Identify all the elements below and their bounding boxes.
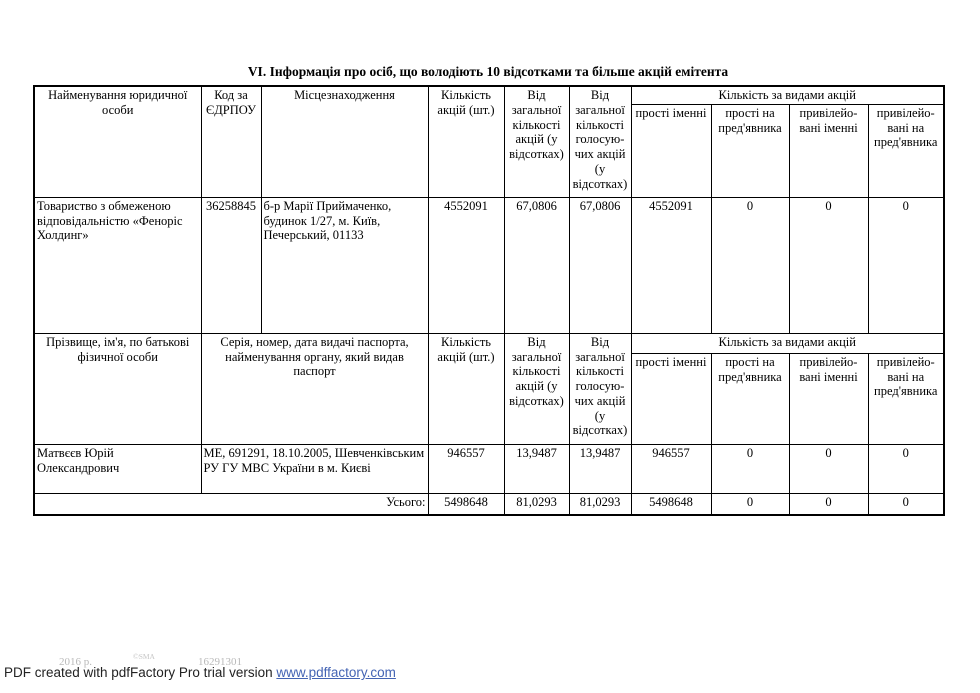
header-ordinary-bearer-2: прості на пред'явника [711, 353, 789, 444]
pdffactory-footer [4, 665, 396, 680]
cell-legal-ordinary-bearer: 0 [711, 197, 789, 333]
header-ordinary-registered-2: прості іменні [631, 353, 711, 444]
cell-individual-passport: МЕ, 691291, 18.10.2005, Шевченківським РУ ГУ МВС України в м. Києві [201, 444, 428, 493]
header-pct-total-1: Від загальної кількості акцій (у відсотках) [504, 86, 569, 197]
header-privileged-registered-2: привілейо-вані іменні [789, 353, 868, 444]
watermark-code: 16291301 [198, 656, 242, 668]
cell-total-label: Усього: [34, 493, 428, 515]
cell-individual-pct-voting: 13,9487 [569, 444, 631, 493]
cell-total-pct-voting: 81,0293 [569, 493, 631, 515]
header-pct-voting-1: Від загальної кількості голосую-чих акцій (у відсотках) [569, 86, 631, 197]
cell-legal-code: 36258845 [201, 197, 261, 333]
header-by-type-2: Кількість за видами акцій [631, 333, 944, 353]
header-individual-passport: Серія, номер, дата видачі паспорта, найменування органу, який видав паспорт [201, 333, 428, 444]
cell-legal-location: б-р Марії Приймаченко, будинок 1/27, м. Київ, Печерський, 01133 [261, 197, 428, 333]
header-by-type-1: Кількість за видами акцій [631, 86, 944, 104]
cell-legal-pct-total: 67,0806 [504, 197, 569, 333]
header-privileged-registered-1: привілейо-вані іменні [789, 104, 868, 197]
header-pct-total-2: Від загальної кількості акцій (у відсотках) [504, 333, 569, 444]
table-row-legal [34, 197, 944, 333]
header-ordinary-bearer-1: прості на пред'явника [711, 104, 789, 197]
header-qty-1: Кількість акцій (шт.) [428, 86, 504, 197]
shareholders-table [33, 85, 945, 516]
header-qty-2: Кількість акцій (шт.) [428, 333, 504, 444]
header-pct-voting-2: Від загальної кількості голосую-чих акцій (у відсотках) [569, 333, 631, 444]
header-privileged-bearer-2: привілейо-вані на пред'явника [868, 353, 944, 444]
watermark-sma: ©SMA [133, 652, 155, 661]
cell-individual-privileged-bearer: 0 [868, 444, 944, 493]
header-legal-code: Код за ЄДРПОУ [201, 86, 261, 197]
watermark-year: 2016 р. [59, 656, 92, 668]
cell-total-ordinary-registered: 5498648 [631, 493, 711, 515]
cell-total-privileged-registered: 0 [789, 493, 868, 515]
header-ordinary-registered-1: прості іменні [631, 104, 711, 197]
cell-legal-ordinary-registered: 4552091 [631, 197, 711, 333]
cell-individual-name: Матвєєв Юрій Олександрович [34, 444, 201, 493]
table-row-total [34, 493, 944, 515]
pdffactory-link[interactable]: www.pdffactory.com [276, 665, 396, 680]
cell-total-privileged-bearer: 0 [868, 493, 944, 515]
header-legal-location: Місцезнаходження [261, 86, 428, 197]
table-row-individual [34, 444, 944, 493]
cell-legal-privileged-registered: 0 [789, 197, 868, 333]
header-individual-name: Прізвище, ім'я, по батькові фізичної особи [34, 333, 201, 444]
cell-legal-pct-voting: 67,0806 [569, 197, 631, 333]
cell-individual-ordinary-registered: 946557 [631, 444, 711, 493]
header-privileged-bearer-1: привілейо-вані на пред'явника [868, 104, 944, 197]
cell-total-qty: 5498648 [428, 493, 504, 515]
cell-individual-pct-total: 13,9487 [504, 444, 569, 493]
cell-legal-name: Товариство з обмеженою відповідальністю «Феноріс Холдинг» [34, 197, 201, 333]
cell-legal-privileged-bearer: 0 [868, 197, 944, 333]
header-legal-name: Найменування юридичної особи [34, 86, 201, 197]
page-title: VI. Інформація про осіб, що володіють 10 відсотками та більше акцій емітента [247, 64, 729, 79]
cell-individual-ordinary-bearer: 0 [711, 444, 789, 493]
cell-individual-privileged-registered: 0 [789, 444, 868, 493]
pdffactory-footer-text: PDF created with pdfFactory Pro trial version [4, 665, 277, 680]
cell-individual-qty: 946557 [428, 444, 504, 493]
cell-total-ordinary-bearer: 0 [711, 493, 789, 515]
cell-legal-qty: 4552091 [428, 197, 504, 333]
cell-total-pct-total: 81,0293 [504, 493, 569, 515]
